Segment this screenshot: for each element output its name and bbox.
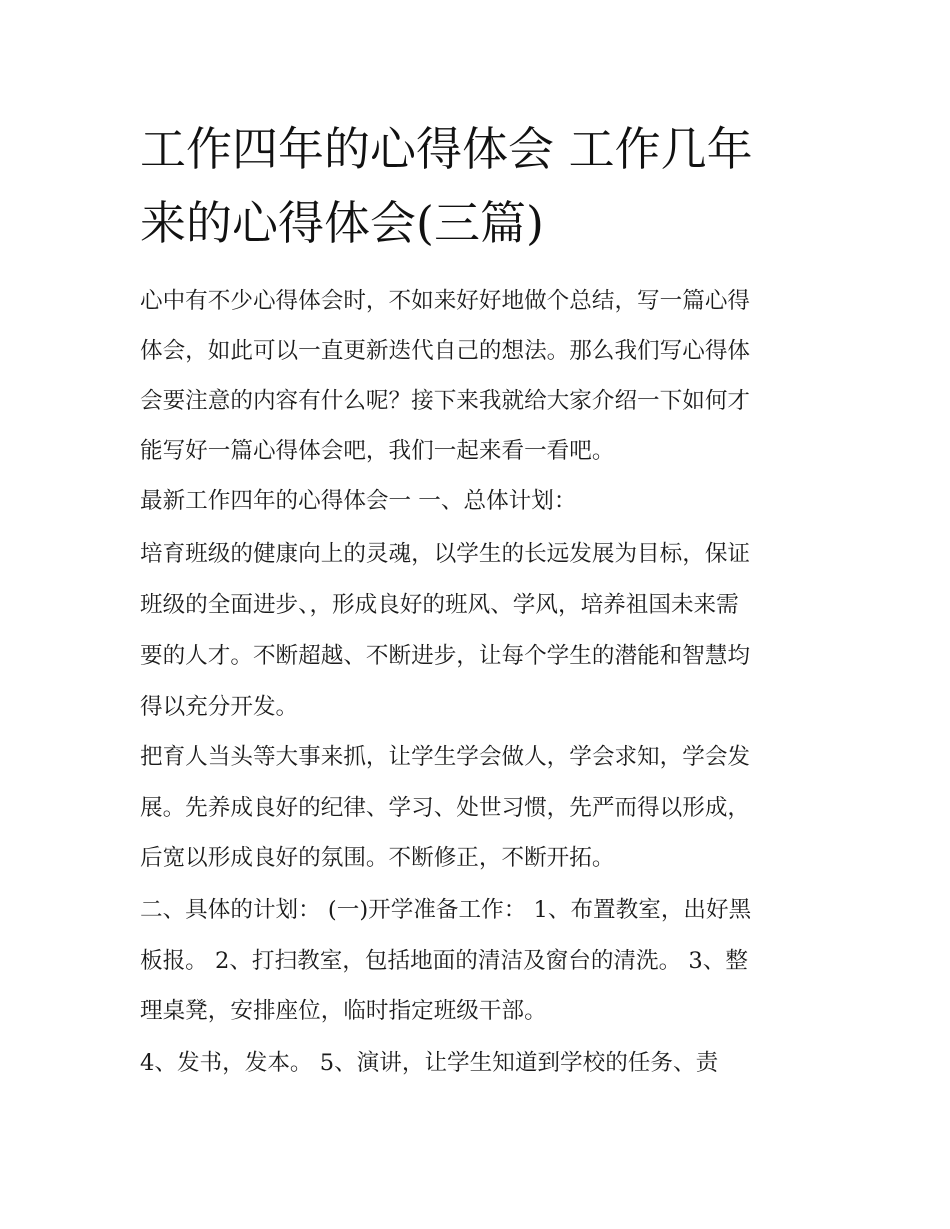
paragraph-line: 二、具体的计划： (一)开学准备工作： 1、布置教室，出好黑 [140,897,752,923]
paragraph-line: 能写好一篇心得体会吧，我们一起来看一看吧。 [140,438,615,464]
paragraph-line: 心中有不少心得体会时，不如来好好地做个总结，写一篇心得 [140,288,751,314]
paragraph-line: 体会，如此可以一直更新迭代自己的想法。那么我们写心得体 [140,338,751,364]
paragraph-line: 4、发书，发本。 5、演讲，让学生知道到学校的任务、责 [140,1050,719,1076]
paragraph-line: 展。先养成良好的纪律、学习、处世习惯，先严而得以形成， [140,795,751,821]
title-line-2: 来的心得体会(三篇) [140,196,544,250]
paragraph-line: 培育班级的健康向上的灵魂，以学生的长远发展为目标，保证 [140,541,751,567]
paragraph-line: 后宽以形成良好的氛围。不断修正，不断开拓。 [140,845,615,871]
section-heading-line: 最新工作四年的心得体会一 一、总体计划： [140,488,577,514]
paragraph-line: 板报。 2、打扫教室，包括地面的清洁及窗台的清洗。 3、整 [140,948,748,974]
paragraph-line: 把育人当头等大事来抓，让学生学会做人，学会求知，学会发 [140,744,751,770]
paragraph-line: 得以充分开发。 [140,694,299,720]
paragraph-line: 班级的全面进步、，形成良好的班风、学风，培养祖国未来需 [140,592,739,618]
document-title [140,112,820,260]
paragraph-line: 理桌凳，安排座位，临时指定班级干部。 [140,998,547,1024]
paragraph-line: 会要注意的内容有什么呢？接下来我就给大家介绍一下如何才 [140,388,751,414]
title-line-1: 工作四年的心得体会 工作几年 [140,122,753,176]
paragraph-line: 要的人才。不断超越、不断进步，让每个学生的潜能和智慧均 [140,643,751,669]
